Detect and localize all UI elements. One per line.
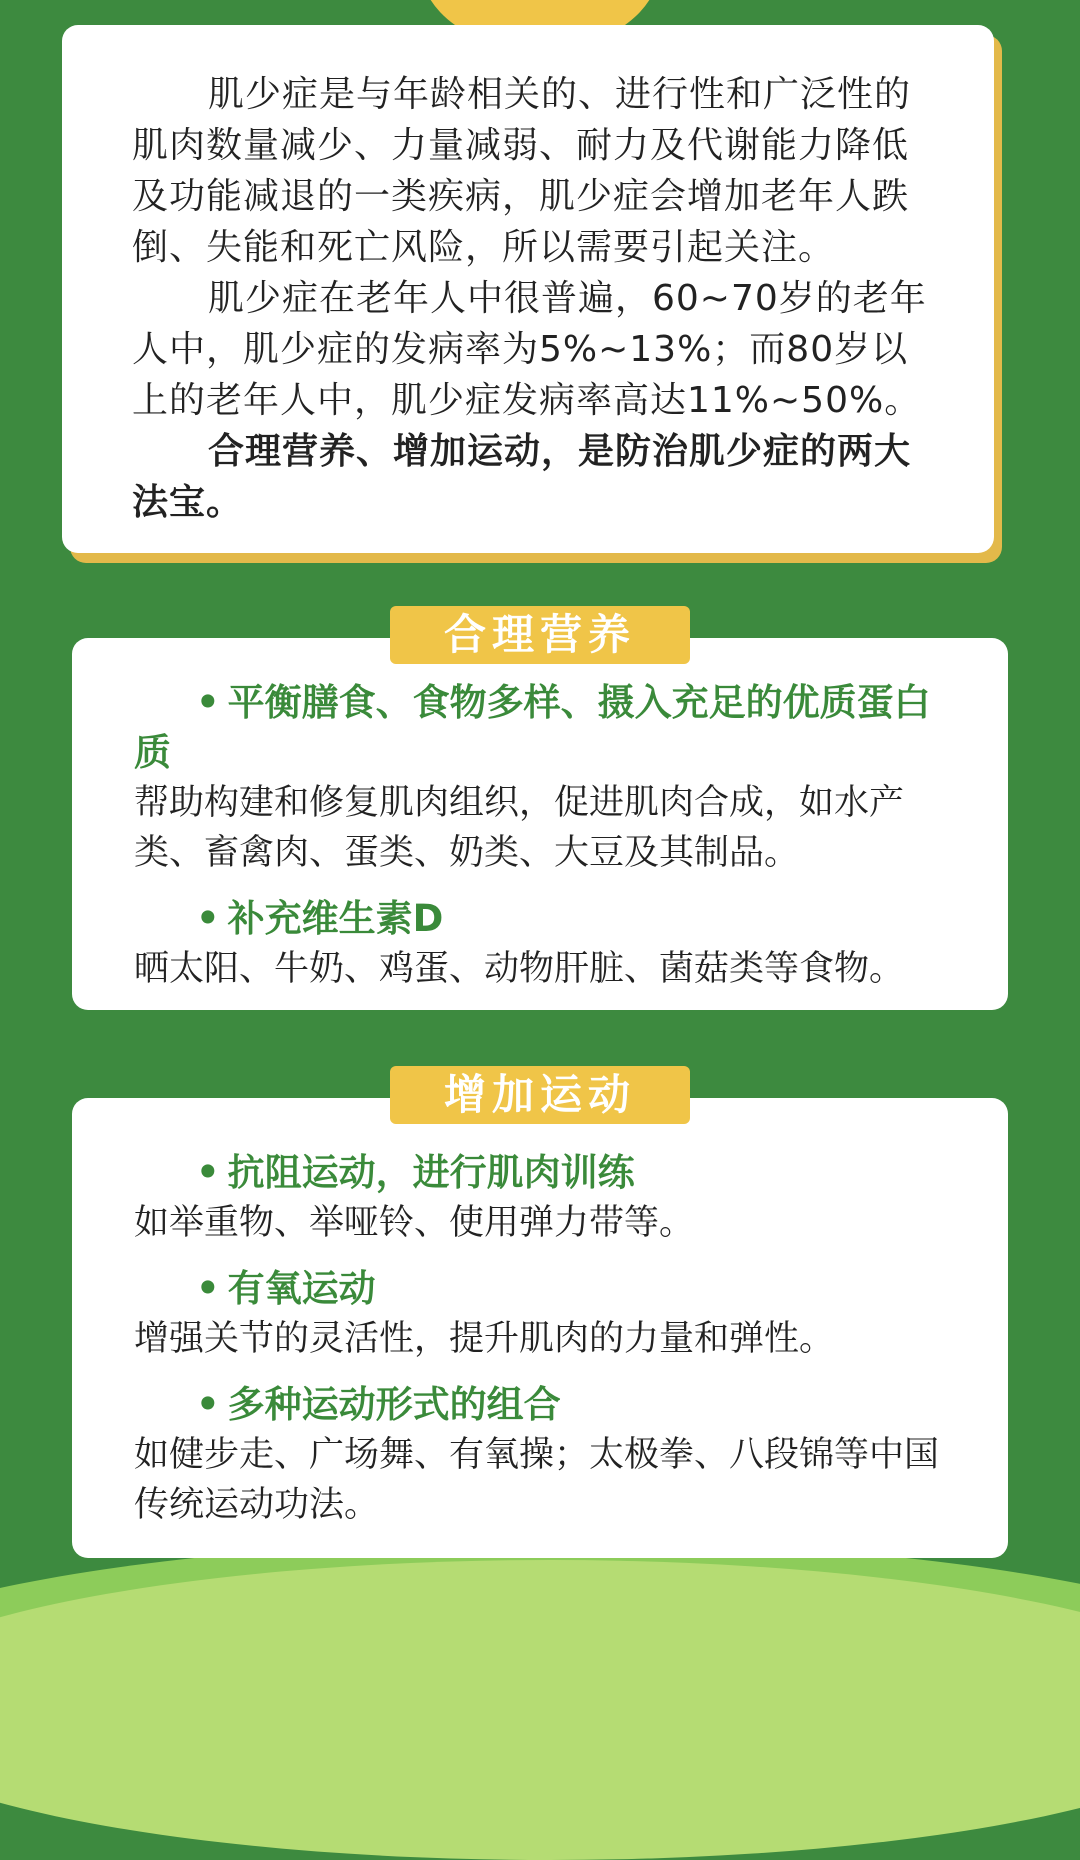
exercise-list [134, 1148, 944, 1546]
intro-paragraph-1: 肌少症是与年龄相关的、进行性和广泛性的肌肉数量减少、力量减弱、耐力及代谢能力降低及功能减退的一类疾病，肌少症会增加老年人跌倒、失能和死亡风险，所以需要引起关注。 [132, 74, 912, 268]
intro-text [132, 69, 932, 528]
bottom-decor-swoosh-light [0, 1560, 1080, 1860]
bullet-icon: • [196, 1267, 220, 1310]
list-item-title: • 抗阻运动，进行肌肉训练 [196, 1151, 635, 1194]
exercise-card [72, 1098, 1008, 1558]
list-item-desc: 帮助构建和修复肌肉组织，促进肌肉合成，如水产类、畜禽肉、蛋类、奶类、大豆及其制品。 [134, 783, 905, 873]
list-item-title: • 有氧运动 [196, 1267, 376, 1310]
list-item-title: • 补充维生素D [196, 897, 444, 940]
intro-card [62, 25, 994, 553]
list-item-desc: 如健步走、广场舞、有氧操；太极拳、八段锦等中国传统运动功法。 [134, 1435, 940, 1525]
intro-paragraph-2: 肌少症在老年人中很普遍，60~70岁的老年人中，肌少症的发病率为5%~13%；而80岁以上的老年人中，肌少症发病率高达11%~50%。 [132, 278, 927, 421]
bullet-icon: • [196, 681, 220, 724]
list-item-title: • 多种运动形式的组合 [196, 1383, 561, 1426]
nutrition-list [134, 678, 944, 1010]
nutrition-card [72, 638, 1008, 1010]
list-item-title: • 平衡膳食、食物多样、摄入充足的优质蛋白质 [134, 681, 931, 774]
bullet-icon: • [196, 1151, 220, 1194]
intro-paragraph-3: 合理营养、增加运动，是防治肌少症的两大法宝。 [132, 431, 912, 523]
bullet-icon: • [196, 1383, 220, 1426]
list-item-desc: 如举重物、举哑铃、使用弹力带等。 [134, 1203, 695, 1243]
section-tab-nutrition: 合理营养 [390, 606, 690, 664]
section-tab-exercise: 增加运动 [390, 1066, 690, 1124]
list-item-desc: 晒太阳、牛奶、鸡蛋、动物肝脏、菌菇类等食物。 [134, 949, 905, 989]
list-item-desc: 增强关节的灵活性，提升肌肉的力量和弹性。 [134, 1319, 835, 1359]
bullet-icon: • [196, 897, 220, 940]
